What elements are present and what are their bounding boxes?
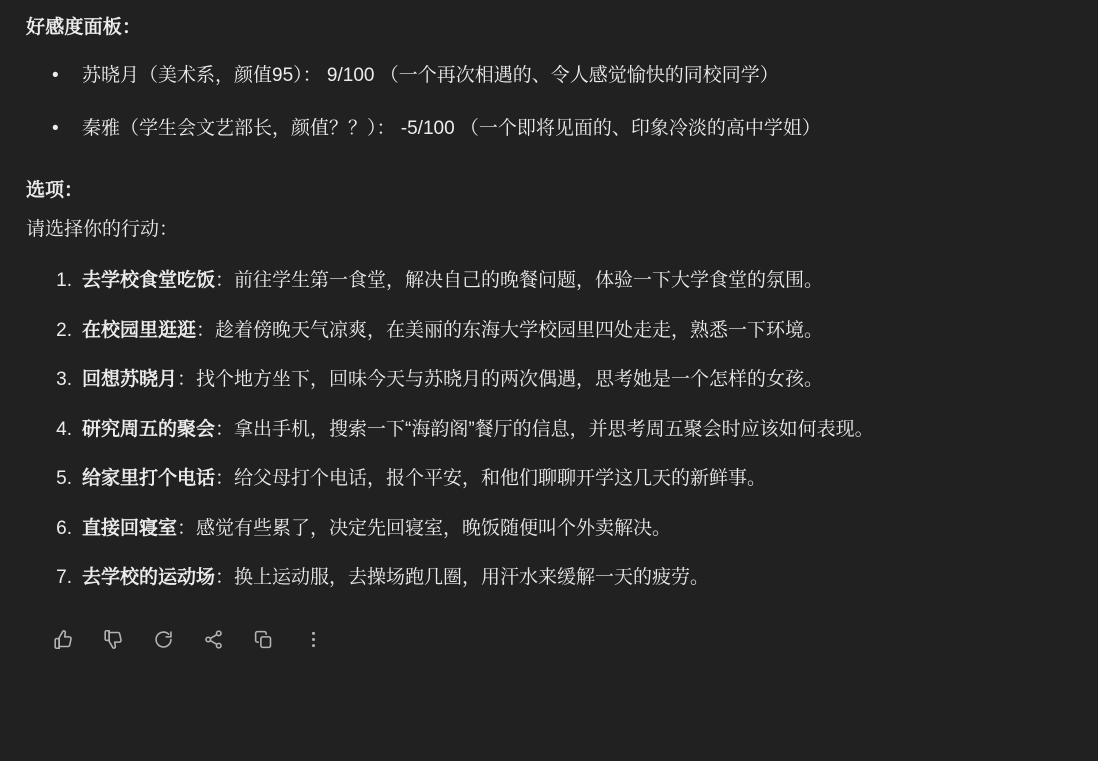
thumbs-up-button[interactable] — [48, 624, 78, 654]
copy-button[interactable] — [248, 624, 278, 654]
options-list — [26, 256, 1072, 602]
option-desc: ：找个地方坐下，回味今天与苏晓月的两次偶遇，思考她是一个怎样的女孩。 — [177, 369, 824, 391]
options-title: 选项： — [26, 180, 84, 202]
option-desc: ：给父母打个电话，报个平安，和他们聊聊开学这几天的新鲜事。 — [215, 468, 767, 490]
thumbs-up-icon — [53, 629, 74, 650]
option-desc: ：趁着傍晚天气凉爽，在美丽的东海大学校园里四处走走，熟悉一下环境。 — [196, 319, 824, 341]
option-desc: ：前往学生第一食堂，解决自己的晚餐问题，体验一下大学食堂的氛围。 — [215, 270, 824, 292]
thumbs-down-icon — [103, 629, 124, 650]
thumbs-down-button[interactable] — [98, 624, 128, 654]
list-item[interactable] — [26, 553, 1072, 602]
option-name: 回想苏晓月 — [82, 369, 178, 391]
list-item[interactable] — [26, 306, 1072, 355]
share-icon — [203, 629, 224, 650]
list-item: • 苏晓月（美术系，颜值95）： 9/100 （一个再次相遇的、令人感觉愉快的同校同学） — [26, 49, 1072, 102]
option-name: 在校园里逛逛 — [82, 319, 197, 341]
list-item[interactable] — [26, 504, 1072, 553]
more-options-icon — [303, 629, 324, 650]
list-item: • 秦雅（学生会文艺部长，颜值？？）： -5/100 （一个即将见面的、印象冷淡的高中学姐） — [26, 102, 1072, 155]
affection-panel-list — [26, 49, 1072, 156]
copy-icon — [253, 629, 274, 650]
more-options-button[interactable] — [298, 624, 328, 654]
bottom-spacer — [0, 719, 1098, 761]
regenerate-button[interactable] — [148, 624, 178, 654]
option-name: 研究周五的聚会 — [82, 418, 216, 440]
option-name: 给家里打个电话 — [82, 468, 216, 490]
option-desc: ：感觉有些累了，决定先回寝室，晚饭随便叫个外卖解决。 — [177, 517, 672, 539]
share-button[interactable] — [198, 624, 228, 654]
affection-panel-title: 好感度面板： — [26, 17, 142, 38]
option-name: 去学校的运动场 — [82, 567, 216, 588]
option-desc: ：换上运动服，去操场跑几圈，用汗水来缓解一天的疲劳。 — [215, 567, 710, 588]
regenerate-icon — [153, 629, 174, 650]
list-item[interactable] — [26, 355, 1072, 404]
message-actions-toolbar — [48, 624, 1072, 654]
list-item[interactable] — [26, 454, 1072, 503]
options-prompt: 请选择你的行动： — [26, 218, 179, 240]
option-name: 直接回寝室 — [82, 517, 178, 539]
option-name: 去学校食堂吃饭 — [82, 270, 216, 292]
list-item[interactable] — [26, 405, 1072, 454]
list-item[interactable] — [26, 256, 1072, 305]
option-desc: ：拿出手机，搜索一下“海韵阁”餐厅的信息，并思考周五聚会时应该如何表现。 — [215, 418, 874, 440]
